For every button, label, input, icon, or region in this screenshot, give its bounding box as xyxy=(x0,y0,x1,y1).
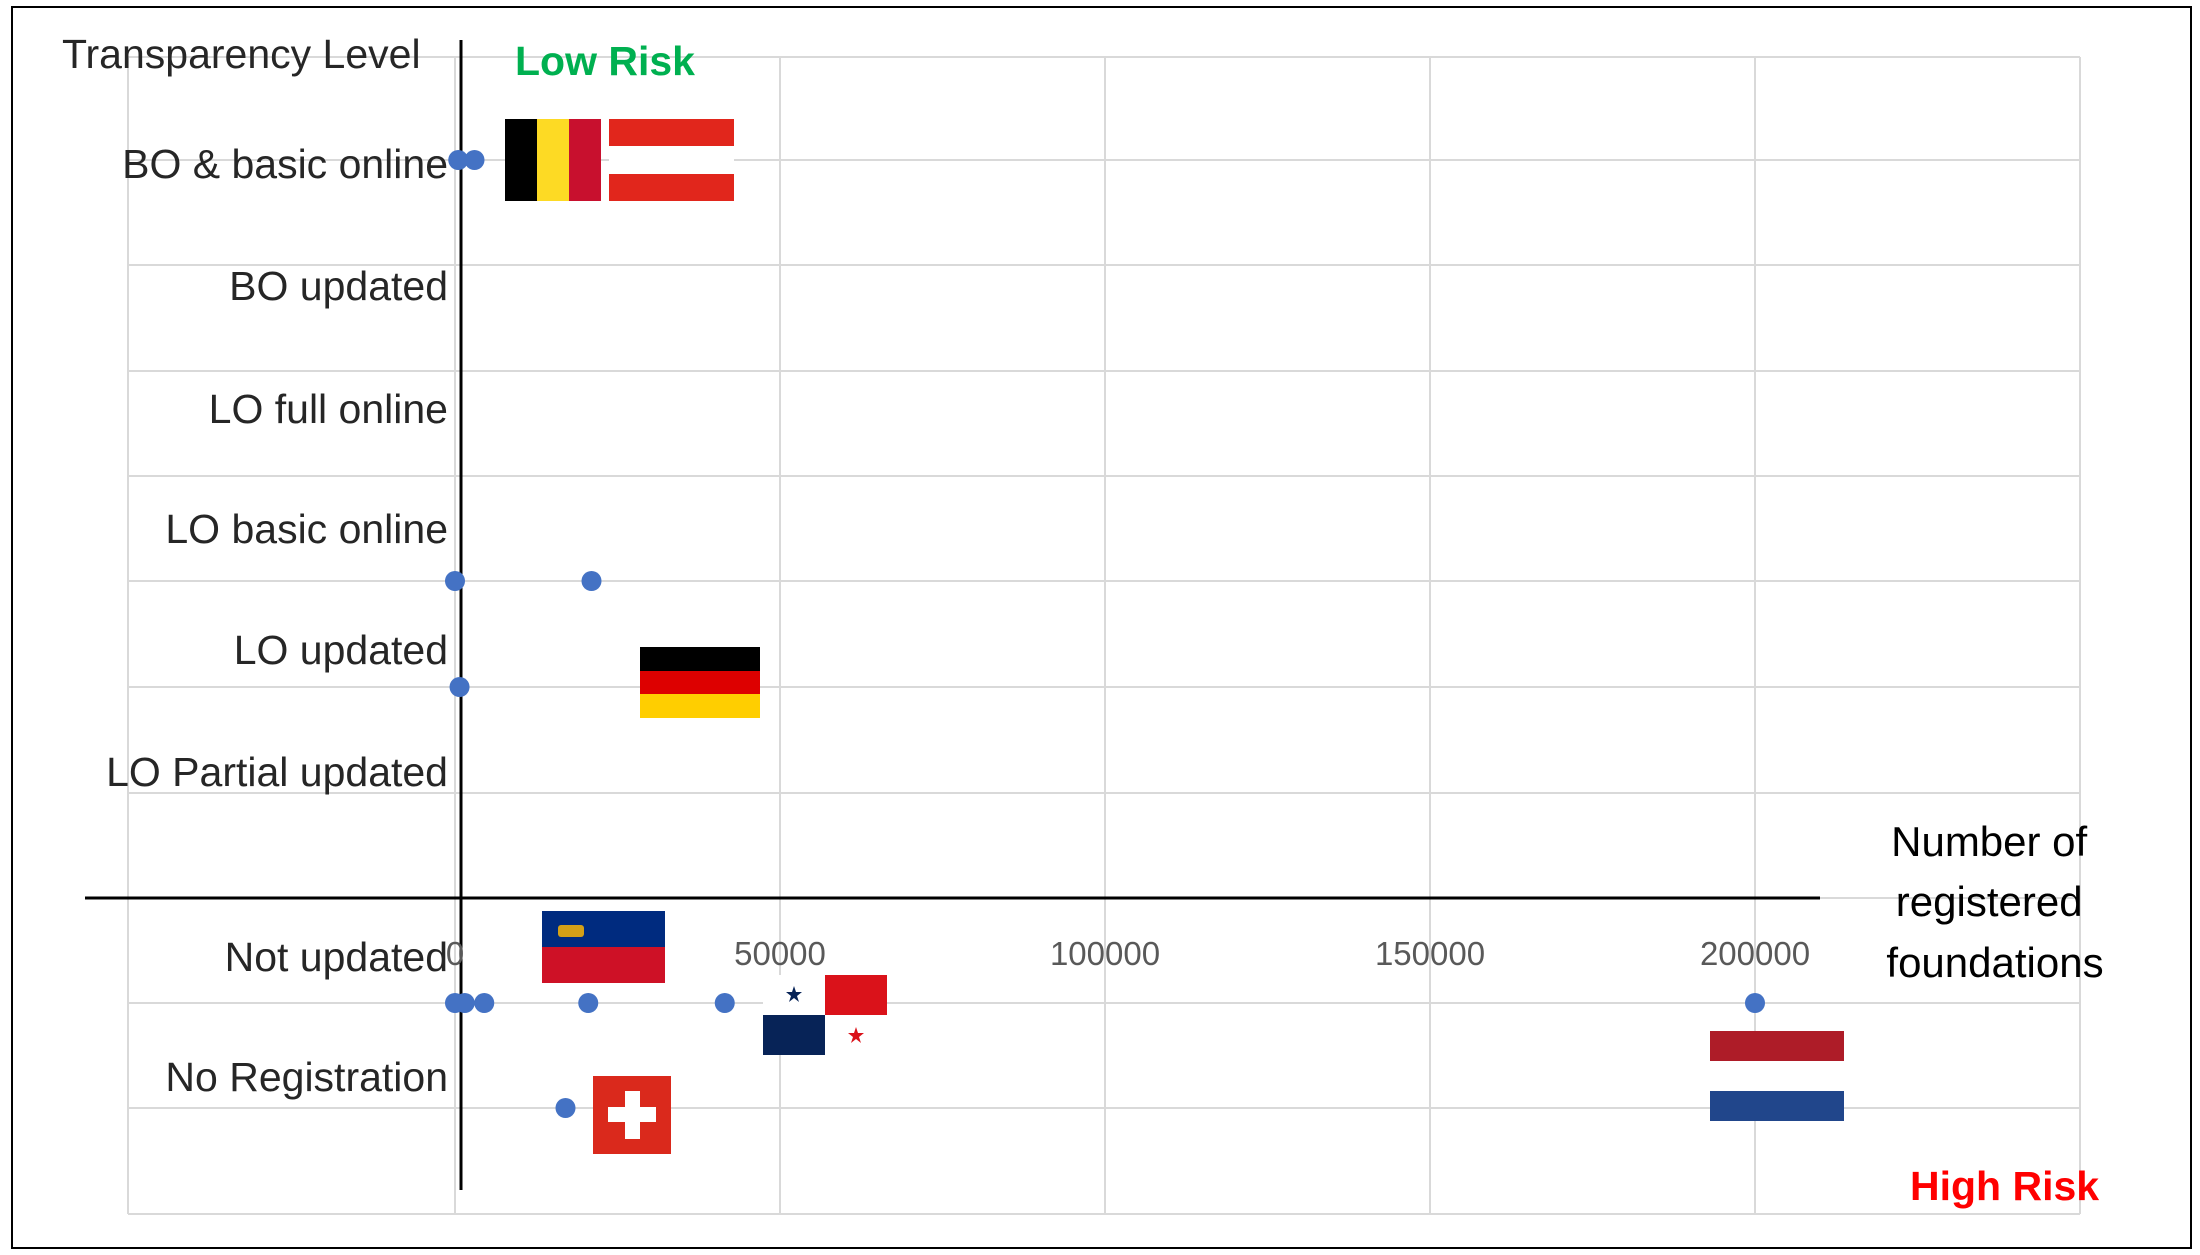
x-axis-title-line-1: Number of xyxy=(1891,818,2088,865)
x-tick-label: 100000 xyxy=(1049,935,1161,972)
y-category-label: LO basic online xyxy=(165,506,448,552)
x-axis-title xyxy=(1886,818,2103,986)
data-point xyxy=(474,993,494,1013)
x-axis-title-line-2: registered xyxy=(1895,878,2083,925)
data-point xyxy=(582,571,602,591)
y-category-label: No Registration xyxy=(165,1054,448,1100)
x-axis-title-line-3: foundations xyxy=(1886,939,2104,986)
data-point xyxy=(445,571,465,591)
liechtenstein-flag-icon xyxy=(542,911,665,983)
x-tick-label: 200000 xyxy=(1699,935,1811,972)
data-point xyxy=(465,150,485,170)
germany-flag-icon xyxy=(640,647,760,718)
y-category-label: Not updated xyxy=(224,934,448,980)
netherlands-flag-icon xyxy=(1710,1031,1844,1121)
data-point xyxy=(455,993,475,1013)
x-tick-label: 0 xyxy=(445,935,465,972)
x-tick-label: 50000 xyxy=(734,935,826,972)
high-risk-label: High Risk xyxy=(1910,1163,2100,1209)
y-axis-title: Transparency Level xyxy=(62,31,421,77)
austria-flag-icon xyxy=(609,119,734,201)
data-point xyxy=(715,993,735,1013)
y-category-label: LO updated xyxy=(233,627,448,673)
low-risk-label: Low Risk xyxy=(515,38,695,84)
y-category-labels xyxy=(106,141,448,1100)
data-point xyxy=(578,993,598,1013)
data-point xyxy=(450,677,470,697)
data-point xyxy=(1745,993,1765,1013)
y-category-label: LO full online xyxy=(208,386,448,432)
panama-flag-icon xyxy=(763,975,887,1055)
belgium-flag-icon xyxy=(505,119,601,201)
y-category-label: BO updated xyxy=(229,263,448,309)
y-category-label: LO Partial updated xyxy=(106,749,448,795)
switzerland-flag-icon xyxy=(593,1076,671,1154)
data-point xyxy=(556,1098,576,1118)
x-tick-label: 150000 xyxy=(1374,935,1486,972)
axes xyxy=(85,40,1820,1190)
country-flags xyxy=(505,119,1844,1154)
y-category-label: BO & basic online xyxy=(122,141,448,187)
